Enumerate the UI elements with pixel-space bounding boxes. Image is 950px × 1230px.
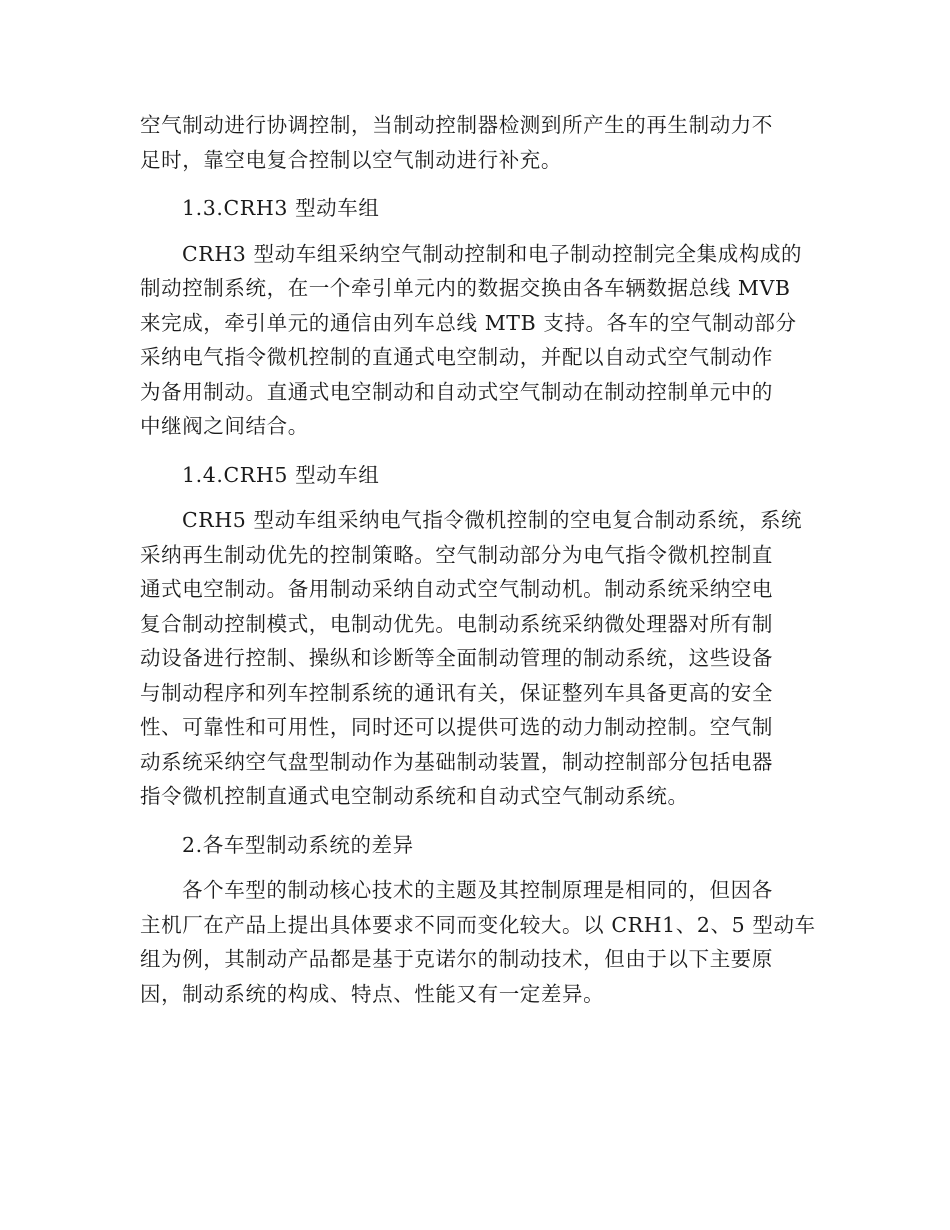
section-heading-crh3: 1.3.CRH3 型动车组 <box>182 196 380 220</box>
text-line: 指令微机控制直通式电空制动系统和自动式空气制动系统。 <box>140 784 689 808</box>
text-line: 组为例，其制动产品都是基于克诺尔的制动技术，但由于以下主要原 <box>140 947 773 971</box>
section-heading-differences: 2.各车型制动系统的差异 <box>182 832 414 857</box>
text-line: 因，制动系统的构成、特点、性能又有一定差异。 <box>140 981 605 1006</box>
text-line: 动设备进行控制、操纵和诊断等全面制动管理的制动系统，这些设备 <box>140 646 773 670</box>
text-line: 通式电空制动。备用制动采纳自动式空气制动机。制动系统采纳空电 <box>140 577 773 601</box>
text-line: 足时，靠空电复合控制以空气制动进行补充。 <box>140 147 562 172</box>
text-line: 采纳电气指令微机控制的直通式电空制动，并配以自动式空气制动作 <box>140 345 773 369</box>
text-line: CRH5 型动车组采纳电气指令微机控制的空电复合制动系统，系统 <box>182 508 803 532</box>
section-heading-crh5: 1.4.CRH5 型动车组 <box>182 462 380 487</box>
text-line: 性、可靠性和可用性，同时还可以提供可选的动力制动控制。空气制 <box>140 715 773 739</box>
text-line: 制动控制系统，在一个牵引单元内的数据交换由各车辆数据总线 MVB <box>140 276 791 300</box>
paragraph-differences <box>140 873 816 1011</box>
text-line: 各个车型的制动核心技术的主题及其控制原理是相同的，但因各 <box>182 878 773 902</box>
text-line: 动系统采纳空气盘型制动作为基础制动装置，制动控制部分包括电器 <box>140 749 773 774</box>
document-page <box>140 108 816 1011</box>
paragraph-intro <box>140 108 800 177</box>
text-line: 为备用制动。直通式电空制动和自动式空气制动在制动控制单元中的 <box>140 379 773 404</box>
text-line: 复合制动控制模式，电制动优先。电制动系统采纳微处理器对所有制 <box>140 611 773 636</box>
text-line: 中继阀之间结合。 <box>140 414 309 438</box>
paragraph-crh5 <box>140 503 803 814</box>
text-line: CRH3 型动车组采纳空气制动控制和电子制动控制完全集成构成的 <box>182 241 803 266</box>
text-line: 主机厂在产品上提出具体要求不同而变化较大。以 CRH1、2、5 型动车 <box>140 912 816 937</box>
text-line: 来完成，牵引单元的通信由列车总线 MTB 支持。各车的空气制动部分 <box>140 310 797 335</box>
paragraph-crh3 <box>140 237 803 444</box>
text-line: 空气制动进行协调控制，当制动控制器检测到所产生的再生制动力不 <box>140 113 773 137</box>
text-line: 采纳再生制动优先的控制策略。空气制动部分为电气指令微机控制直 <box>140 542 773 567</box>
text-line: 与制动程序和列车控制系统的通讯有关，保证整列车具备更高的安全 <box>140 680 773 705</box>
